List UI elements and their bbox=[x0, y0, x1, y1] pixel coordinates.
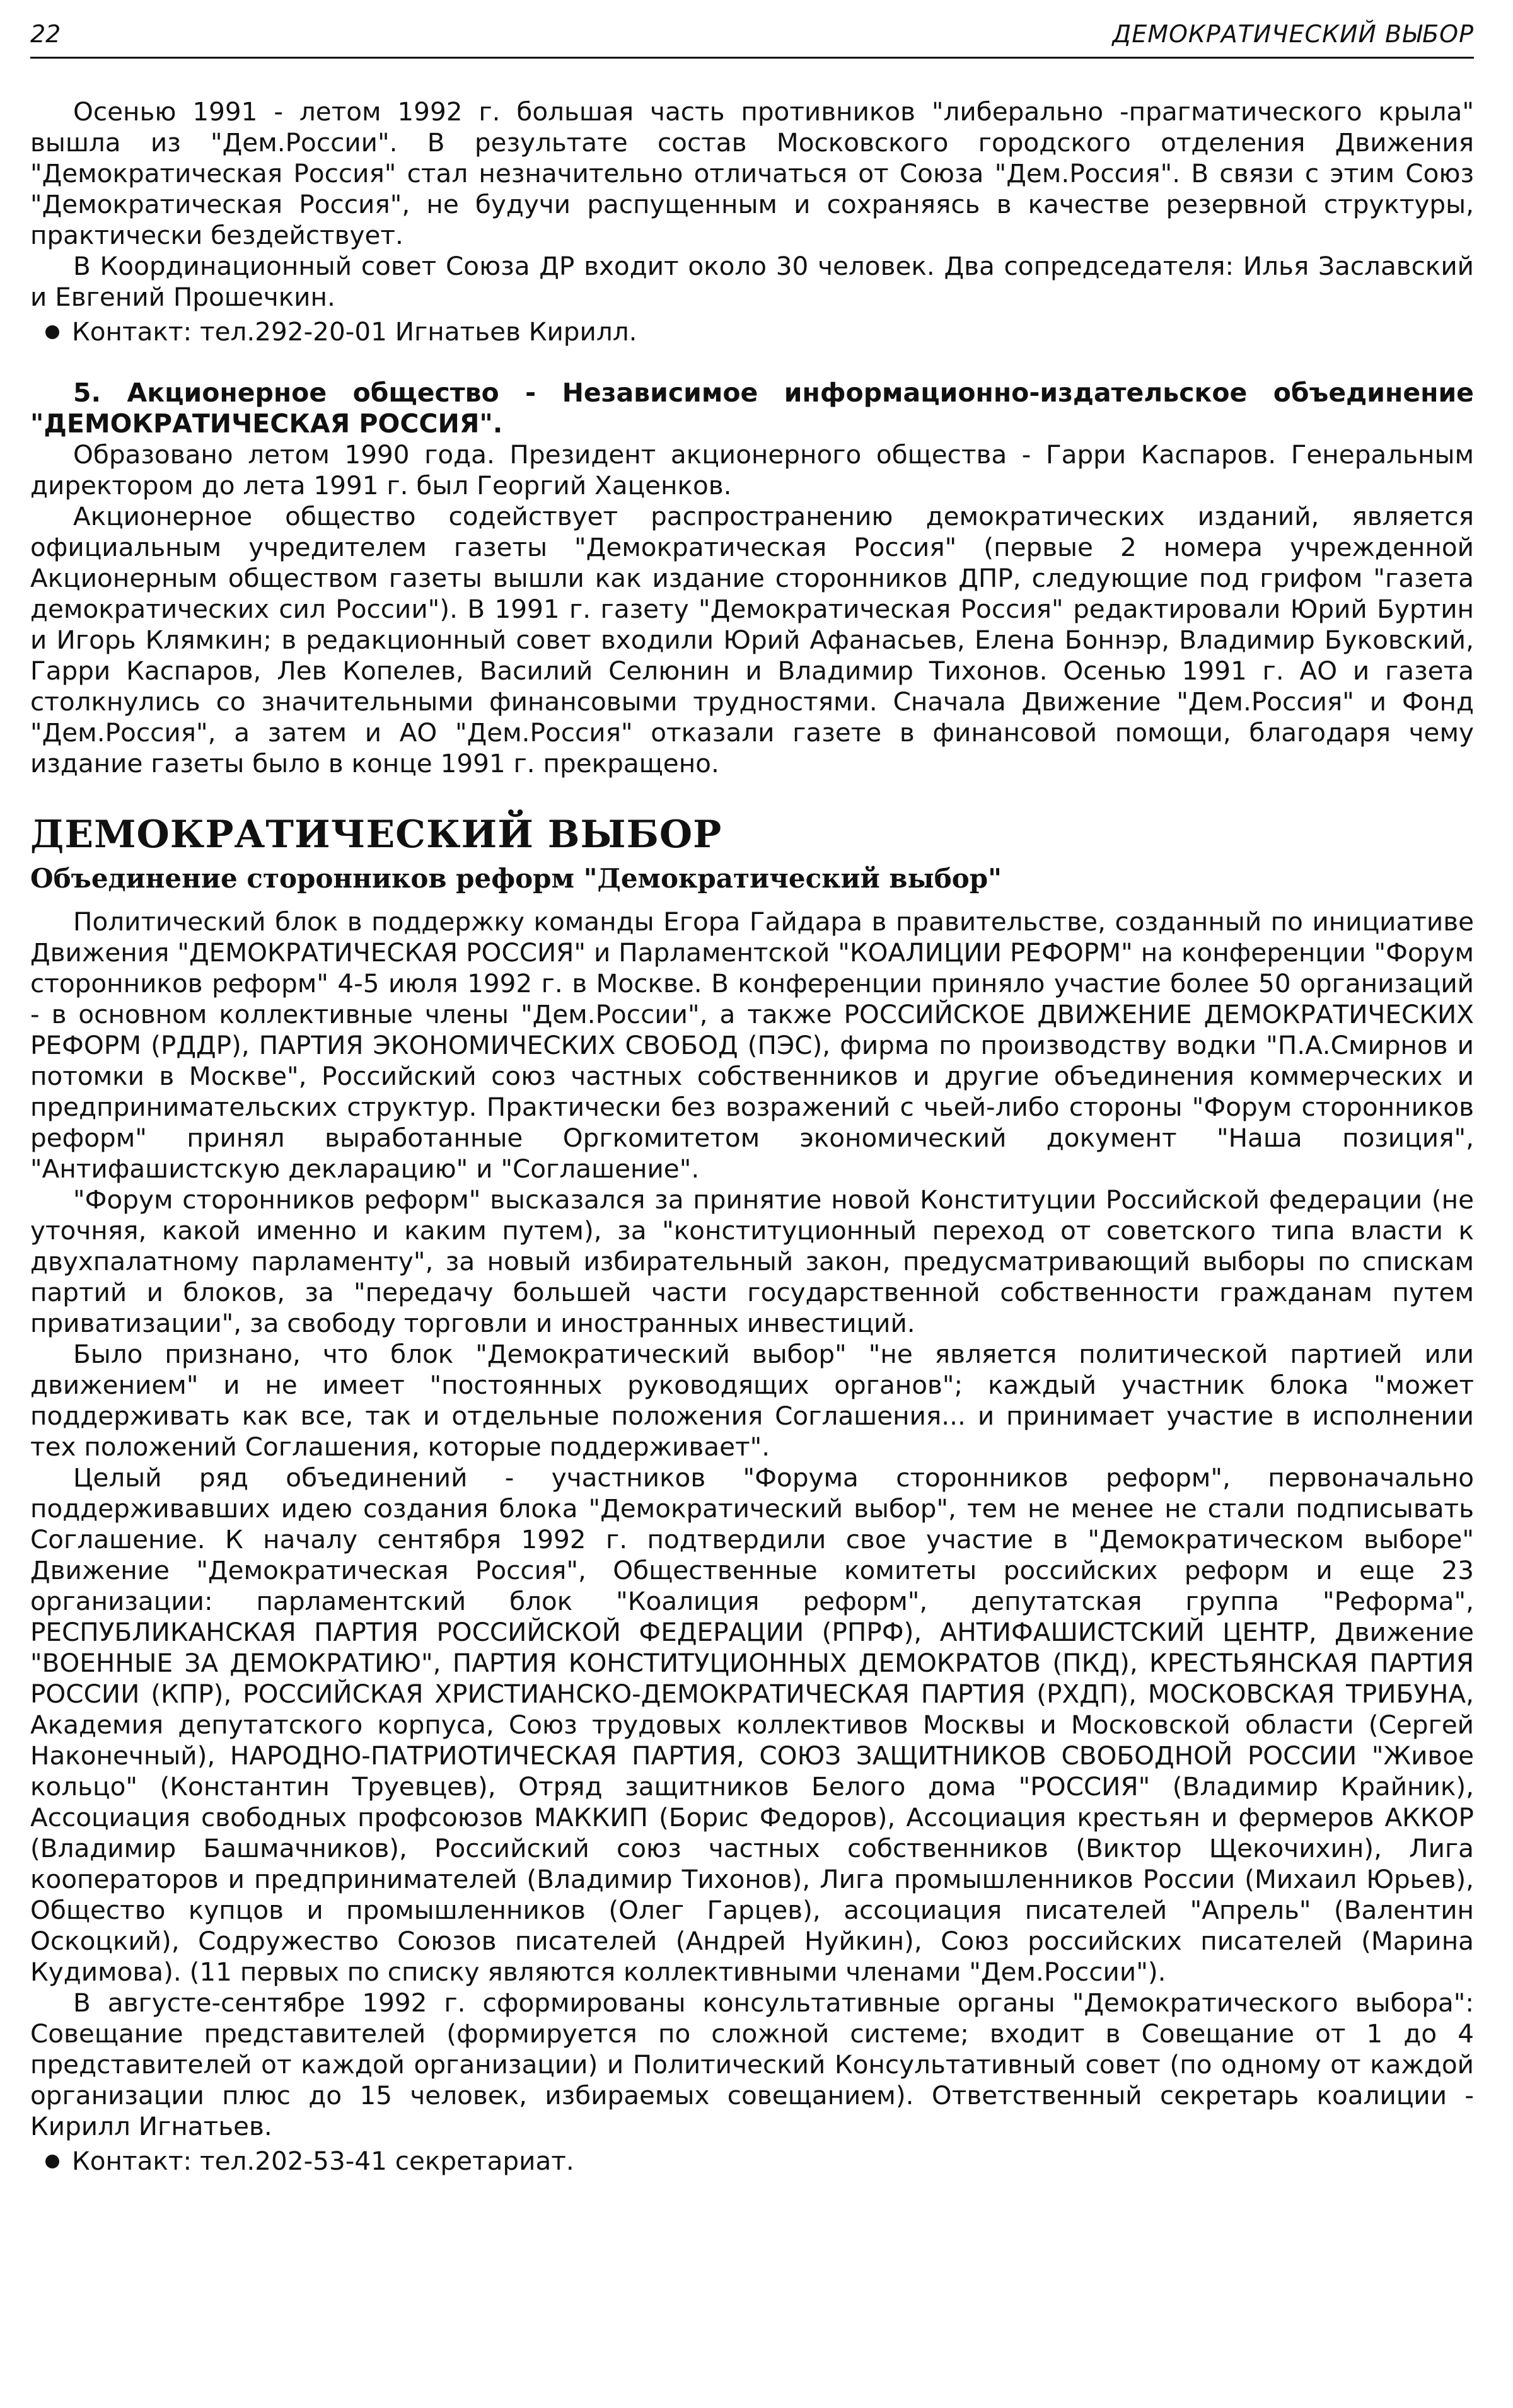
subsection-5-heading: 5. Акционерное общество - Независимое информационно-издательское объединение "ДЕМОКРАТИЧЕСКАЯ РОССИЯ". bbox=[30, 378, 1474, 439]
running-title: ДЕМОКРАТИЧЕСКИЙ ВЫБОР bbox=[1112, 20, 1474, 48]
section-paragraph-4: Целый ряд объединений - участников "Форума сторонников реформ", первоначально поддерживавших идею создания блока "Демократический выбор", тем не менее не стали подписывать Соглашение. К началу сентября 1992 г. подтвердили свое участие в "Демократическом выборе" Движение "Демократическая Россия", Общественные комитеты российских реформ и еще 23 организации: парламентский блок "Коалиция реформ", депутатская группа "Реформа", РЕСПУБЛИКАНСКАЯ ПАРТИЯ РОССИЙСКОЙ ФЕДЕРАЦИИ (РПРФ), АНТИФАШИСТСКИЙ ЦЕНТР, Движение "ВОЕННЫЕ ЗА ДЕМОКРАТИЮ", ПАРТИЯ КОНСТИТУЦИОННЫХ ДЕМОКРАТОВ (ПКД), КРЕСТЬЯНСКАЯ ПАРТИЯ РОССИИ (КПР), РОССИЙСКАЯ ХРИСТИАНСКО-ДЕМОКРАТИЧЕСКАЯ ПАРТИЯ (РХДП), МОСКОВСКАЯ ТРИБУНА, Академия депутатского корпуса, Союз трудовых коллективов Москвы и Московской области (Сергей Наконечный), НАРОДНО-ПАТРИОТИЧЕСКАЯ ПАРТИЯ, СОЮЗ ЗАЩИТНИКОВ СВОБОДНОЙ РОССИИ "Живое кольцо" (Константин Труевцев), Отряд защитников Белого дома "РОССИЯ" (Владимир Крайник), Ассоциация свободных профсоюзов МАККИП (Борис Федоров), Ассоциация крестьян и фермеров АККОР (Владимир Башмачников), Российский союз частных собственников (Виктор Щекочихин), Лига кооператоров и предпринимателей (Владимир Тихонов), Лига промышленников России (Михаил Юрьев), Общество купцов и промышленников (Олег Гарцев), ассоциация писателей "Апрель" (Валентин Оскоцкий), Содружество Союзов писателей (Андрей Нуйкин), Союз российских писателей (Марина Кудимова). (11 первых по списку являются коллективными членами "Дем.России"). bbox=[30, 1462, 1474, 1987]
section-paragraph-1: Политический блок в поддержку команды Егора Гайдара в правительстве, созданный по инициативе Движения "ДЕМОКРАТИЧЕСКАЯ РОССИЯ" и Парламентской "КОАЛИЦИИ РЕФОРМ" на конференции "Форум сторонников реформ" 4-5 июля 1992 г. в Москве. В конференции приняло участие более 50 организаций - в основном коллективные члены "Дем.России", а также РОССИЙСКОЕ ДВИЖЕНИЕ ДЕМОКРАТИЧЕСКИХ РЕФОРМ (РДДР), ПАРТИЯ ЭКОНОМИЧЕСКИХ СВОБОД (ПЭС), фирма по производству водки "П.А.Смирнов и потомки в Москве", Российский союз частных собственников и другие объединения коммерческих и предпринимательских структур. Практически без возражений с чьей-либо стороны "Форум сторонников реформ" принял выработанные Оргкомитетом экономический документ "Наша позиция", "Антифашистскую декларацию" и "Соглашение". bbox=[30, 906, 1474, 1184]
section-contact-line bbox=[30, 2146, 1474, 2177]
bullet-icon bbox=[45, 325, 59, 339]
subsection-5-paragraph-2: Акционерное общество содействует распространению демократических изданий, является официальным учредителем газеты "Демократическая Россия" (первые 2 номера учрежденной Акционерным обществом газеты вышли как издание сторонников ДПР, следующие под грифом "газета демократических сил России"). В 1991 г. газету "Демократическая Россия" редактировали Юрий Буртин и Игорь Клямкин; в редакционный совет входили Юрий Афанасьев, Елена Боннэр, Владимир Буковский, Гарри Каспаров, Лев Копелев, Василий Селюнин и Владимир Тихонов. Осенью 1991 г. АО и газета столкнулись со значительными финансовыми трудностями. Сначала Движение "Дем.Россия" и Фонд "Дем.Россия", а затем и АО "Дем.Россия" отказали газете в финансовой помощи, благодаря чему издание газеты было в конце 1991 г. прекращено. bbox=[30, 501, 1474, 779]
intro-paragraph-1: Осенью 1991 - летом 1992 г. большая часть противников "либерально -прагматического крыла" вышла из "Дем.России". В результате состав Московского городского отделения Движения "Демократическая Россия" стал незначительно отличаться от Союза "Дем.Россия". В связи с этим Союз "Демократическая Россия", не будучи распущенным и сохраняясь в качестве резервной структуры, практически бездействует. bbox=[30, 96, 1474, 250]
page-number: 22 bbox=[30, 20, 61, 48]
section-paragraph-5: В августе-сентябре 1992 г. сформированы консультативные органы "Демократического выбора": Совещание представителей (формируется по сложной системе; входит в Совещание от 1 до 4 представителей от каждой организации) и Политический Консультативный совет (по одному от каждой организации плюс до 15 человек, избираемых совещанием). Ответственный секретарь коалиции - Кирилл Игнатьев. bbox=[30, 1988, 1474, 2141]
subsection-5-paragraph-1: Образовано летом 1990 года. Президент акционерного общества - Гарри Каспаров. Генеральным директором до лета 1991 г. был Георгий Хаценков. bbox=[30, 439, 1474, 501]
section-paragraph-2: "Форум сторонников реформ" высказался за принятие новой Конституции Российской федерации (не уточняя, какой именно и каким путем), за "конституционный переход от советского типа власти к двухпалатному парламенту", за новый избирательный закон, предусматривающий выборы по спискам партий и блоков, за "передачу большей части государственной собственности гражданам путем приватизации", за свободу торговли и иностранных инвестиций. bbox=[30, 1184, 1474, 1338]
section-contact-text: Контакт: тел.202-53-41 секретариат. bbox=[72, 2146, 574, 2176]
running-header bbox=[30, 11, 1474, 59]
intro-paragraph-2: В Координационный совет Союза ДР входит около 30 человек. Два сопредседателя: Илья Заславский и Евгений Прошечкин. bbox=[30, 251, 1474, 312]
bullet-icon bbox=[45, 2155, 59, 2168]
section-subtitle: Объединение сторонников реформ "Демократический выбор" bbox=[30, 863, 1002, 894]
intro-contact-line bbox=[30, 316, 1474, 347]
section-paragraph-3: Было признано, что блок "Демократический выбор" "не является политической партией или движением" и не имеет "постоянных руководящих органов"; каждый участник блока "может поддерживать как все, так и отдельные положения Соглашения... и принимает участие в исполнении тех положений Соглашения, которые поддерживает". bbox=[30, 1339, 1474, 1462]
document-page bbox=[30, 11, 1474, 2394]
intro-contact-text: Контакт: тел.292-20-01 Игнатьев Кирилл. bbox=[72, 316, 637, 347]
section-title: ДЕМОКРАТИЧЕСКИЙ ВЫБОР bbox=[30, 813, 722, 857]
